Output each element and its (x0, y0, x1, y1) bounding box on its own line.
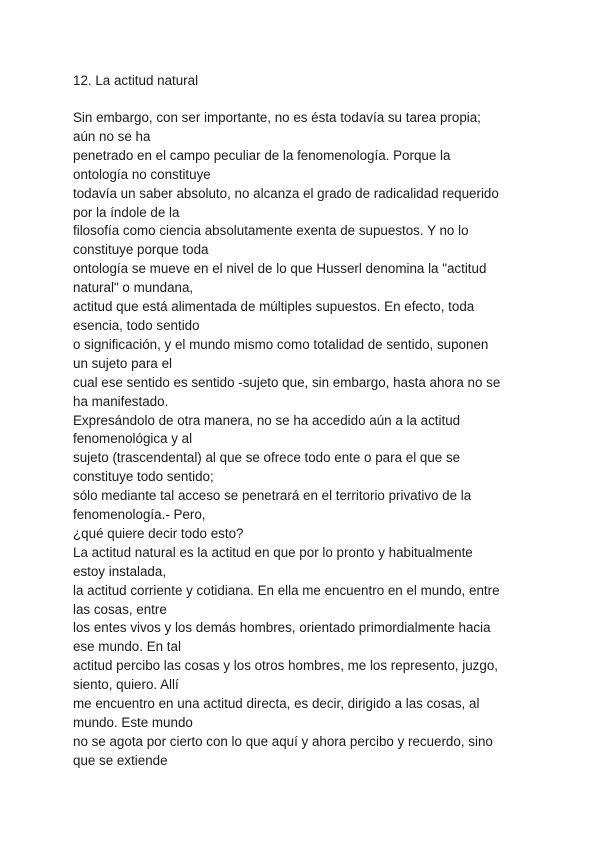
text-line: sujeto (trascendental) al que se ofrece todo ente o para el que se (73, 450, 461, 466)
text-line: mundo. Este mundo (73, 715, 193, 730)
text-line: siento, quiero. Allí (73, 677, 179, 693)
text-line: filosofía como ciencia absolutamente exenta de supuestos. Y no lo (73, 223, 469, 239)
text-line: sólo mediante tal acceso se penetrará en el territorio privativo de la (73, 488, 472, 504)
text-line: Sin embargo, con ser importante, no es ésta todavía su tarea propia; (73, 110, 481, 125)
body-text (73, 109, 543, 771)
text-line: la actitud corriente y cotidiana. En ella me encuentro en el mundo, entre (73, 582, 500, 598)
text-line: fenomenológica y al (73, 431, 193, 447)
text-line: no se agota por cierto con lo que aquí y ahora percibo y recuerdo, sino (73, 733, 493, 749)
text-line: esencia, todo sentido (73, 317, 200, 333)
text-line: los entes vivos y los demás hombres, orientado primordialmente hacia (73, 620, 491, 636)
text-line: o significación, y el mundo mismo como totalidad de sentido, suponen (73, 336, 489, 352)
section-heading: 12. La actitud natural (73, 73, 199, 88)
text-line: las cosas, entre (73, 601, 167, 617)
text-line: que se extiende (73, 752, 168, 768)
text-line: constituye todo sentido; (73, 469, 214, 485)
document-page (73, 71, 543, 771)
text-line: constituye porque toda (73, 242, 209, 258)
text-line: aún no se ha (73, 128, 151, 144)
text-line: ¿qué quiere decir todo esto? (73, 525, 244, 541)
text-line: todavía un saber absoluto, no alcanza el grado de radicalidad requerido (73, 185, 499, 201)
text-line: me encuentro en una actitud directa, es decir, dirigido a las cosas, al (73, 696, 480, 712)
text-line: cual ese sentido es sentido -sujeto que, sin embargo, hasta ahora no se (73, 374, 501, 390)
text-line: ontología no constituye (73, 166, 211, 182)
text-line: La actitud natural es la actitud en que por lo pronto y habitualmente (73, 544, 473, 560)
text-line: ontología se mueve en el nivel de lo que Husserl denomina la "actitud (73, 261, 487, 277)
text-line: ese mundo. En tal (73, 639, 181, 655)
text-line: Expresándolo de otra manera, no se ha accedido aún a la actitud (73, 412, 461, 428)
text-line: penetrado en el campo peculiar de la fenomenología. Porque la (73, 147, 451, 163)
text-line: fenomenología.- Pero, (73, 507, 206, 523)
text-line: estoy instalada, (73, 563, 167, 579)
text-line: natural" o mundana, (73, 280, 194, 296)
text-line: actitud que está alimentada de múltiples supuestos. En efecto, toda (73, 299, 475, 315)
text-line: por la índole de la (73, 204, 180, 220)
text-line: ha manifestado. (73, 393, 169, 409)
text-line: un sujeto para el (73, 355, 173, 371)
text-line: actitud percibo las cosas y los otros hombres, me los represento, juzgo, (73, 658, 498, 674)
